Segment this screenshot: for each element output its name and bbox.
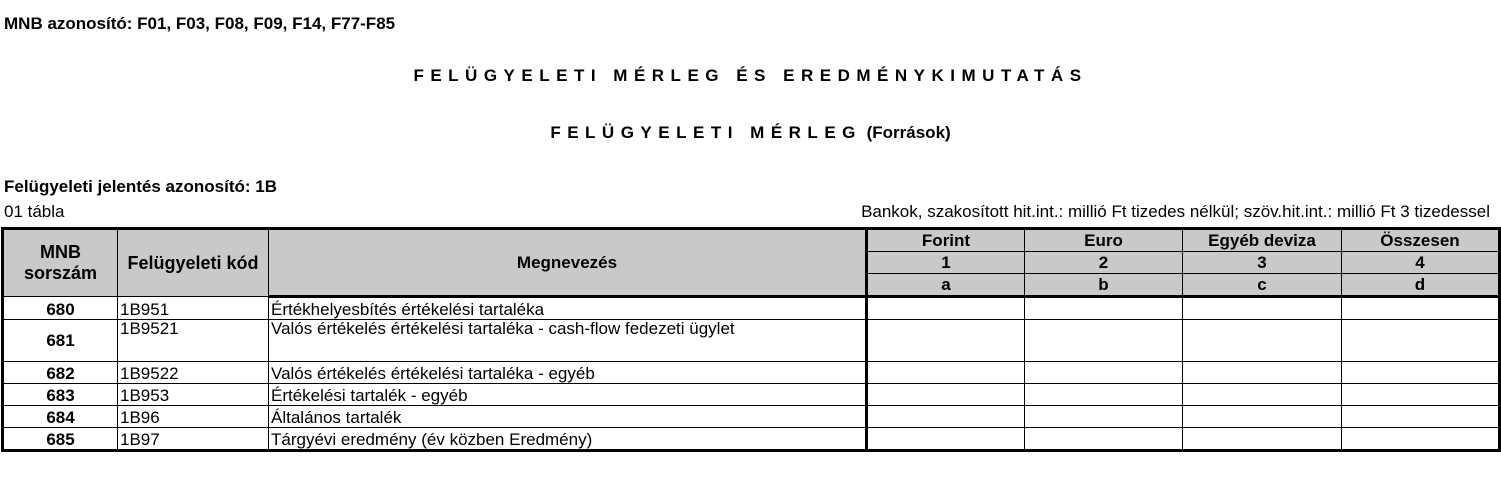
header-col-letter: d: [1342, 274, 1500, 297]
cell-total[interactable]: [1342, 297, 1500, 320]
row-serial: 683: [3, 384, 118, 406]
subtitle-suffix: (Források): [866, 123, 951, 142]
cell-forint[interactable]: [867, 384, 1025, 406]
cell-euro[interactable]: [1025, 362, 1183, 384]
header-col-letter: c: [1183, 274, 1342, 297]
cell-euro[interactable]: [1025, 384, 1183, 406]
header-col-forint: Forint: [867, 229, 1025, 252]
cell-other-currency[interactable]: [1183, 297, 1342, 320]
cell-other-currency[interactable]: [1183, 384, 1342, 406]
row-serial: 682: [3, 362, 118, 384]
header-col-letter: a: [867, 274, 1025, 297]
report-identifier: Felügyeleti jelentés azonosító: 1B: [4, 177, 278, 196]
row-serial: 680: [3, 297, 118, 320]
header-mnb-serial: MNB sorszám: [3, 229, 118, 297]
table-row: [3, 406, 1500, 428]
header-col-number: 3: [1183, 252, 1342, 274]
row-serial: 684: [3, 406, 118, 428]
cell-forint[interactable]: [867, 362, 1025, 384]
table-number: 01 tábla: [4, 202, 65, 221]
document-title: FELÜGYELETI MÉRLEG ÉS EREDMÉNYKIMUTATÁS: [413, 66, 1088, 85]
cell-euro[interactable]: [1025, 428, 1183, 451]
header-col-number: 1: [867, 252, 1025, 274]
cell-other-currency[interactable]: [1183, 406, 1342, 428]
row-code: 1B9521: [118, 320, 269, 362]
table-row: [3, 428, 1500, 451]
row-serial: 685: [3, 428, 118, 451]
row-code: 1B96: [118, 406, 269, 428]
unit-note: Bankok, szakosított hit.int.: millió Ft tizedes nélkül; szöv.hit.int.: millió Ft 3 tizedessel: [861, 202, 1490, 221]
subtitle-main: FELÜGYELETI MÉRLEG: [550, 123, 862, 142]
row-name: Valós értékelés értékelési tartaléka - egyéb: [269, 362, 867, 384]
header-col-total: Összesen: [1342, 229, 1500, 252]
cell-forint[interactable]: [867, 320, 1025, 362]
header-col-number: 2: [1025, 252, 1183, 274]
row-name: Valós értékelés értékelési tartaléka - cash-flow fedezeti ügylet: [269, 320, 867, 362]
cell-other-currency[interactable]: [1183, 320, 1342, 362]
cell-forint[interactable]: [867, 428, 1025, 451]
row-serial: 681: [3, 320, 118, 362]
cell-euro[interactable]: [1025, 320, 1183, 362]
row-name: Általános tartalék: [269, 406, 867, 428]
table-row: [3, 362, 1500, 384]
cell-total[interactable]: [1342, 384, 1500, 406]
row-name: Tárgyévi eredmény (év közben Eredmény): [269, 428, 867, 451]
cell-euro[interactable]: [1025, 406, 1183, 428]
cell-euro[interactable]: [1025, 297, 1183, 320]
table-row: [3, 384, 1500, 406]
cell-total[interactable]: [1342, 428, 1500, 451]
header-col-letter: b: [1025, 274, 1183, 297]
row-name: Értékelési tartalék - egyéb: [269, 384, 867, 406]
row-code: 1B951: [118, 297, 269, 320]
cell-other-currency[interactable]: [1183, 362, 1342, 384]
cell-forint[interactable]: [867, 406, 1025, 428]
header-col-number: 4: [1342, 252, 1500, 274]
row-code: 1B97: [118, 428, 269, 451]
table-row: [3, 320, 1500, 362]
header-col-other-currency: Egyéb deviza: [1183, 229, 1342, 252]
cell-total[interactable]: [1342, 320, 1500, 362]
cell-total[interactable]: [1342, 362, 1500, 384]
cell-total[interactable]: [1342, 406, 1500, 428]
row-code: 1B9522: [118, 362, 269, 384]
mnb-identifier: MNB azonosító: F01, F03, F08, F09, F14, F77-F85: [4, 14, 396, 33]
cell-other-currency[interactable]: [1183, 428, 1342, 451]
header-supervisory-code: Felügyeleti kód: [118, 229, 269, 297]
row-code: 1B953: [118, 384, 269, 406]
balance-sheet-table: [1, 227, 1501, 452]
document-subtitle: [0, 123, 1501, 143]
table-row: [3, 297, 1500, 320]
header-name: Megnevezés: [269, 229, 867, 297]
row-name: Értékhelyesbítés értékelési tartaléka: [269, 297, 867, 320]
header-col-euro: Euro: [1025, 229, 1183, 252]
cell-forint[interactable]: [867, 297, 1025, 320]
